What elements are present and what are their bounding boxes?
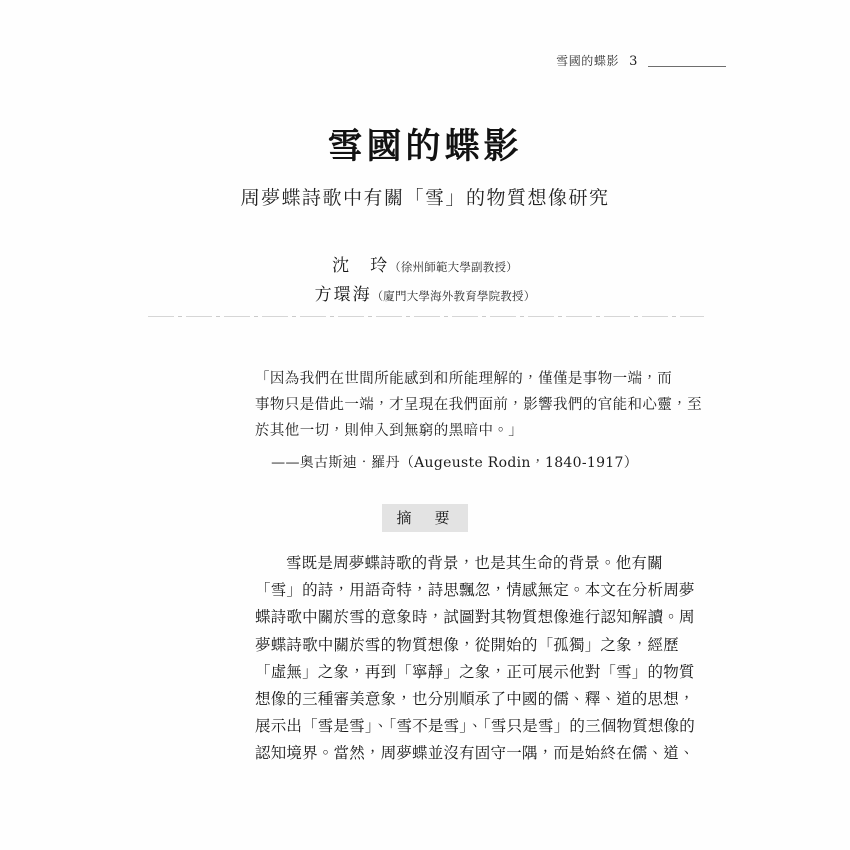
abstract-line: 展示出「雪是雪」、「雪不是雪」、「雪只是雪」的三個物質想像的: [255, 717, 696, 736]
epigraph-line: 於其他一切，則伸入到無窮的黑暗中。」: [255, 423, 524, 439]
decorative-divider: [148, 315, 704, 318]
page-subtitle: 周夢蝶詩歌中有關「雪」的物質想像研究: [240, 186, 610, 209]
running-header-rule: [648, 66, 726, 67]
author-block: [0, 252, 850, 310]
author-affiliation: （廈門大學海外教育學院教授）: [371, 289, 536, 303]
abstract-body: [255, 550, 696, 768]
abstract-heading-wrapper: [0, 504, 850, 532]
author-row: [0, 252, 850, 281]
running-header-title: 雪國的蝶影: [556, 54, 620, 68]
running-header: [556, 52, 726, 69]
title-block: [0, 126, 850, 210]
abstract-line: 認知境界。當然，周夢蝶並沒有固守一隅，而是始終在儒、道、: [255, 744, 695, 763]
abstract-line: 「雪」的詩，用語奇特，詩思飄忽，情感無定。本文在分析周夢: [255, 581, 695, 600]
author-row: [0, 281, 850, 310]
author-name: 沈 玲: [332, 256, 390, 276]
epigraph-line: 事物只是借此一端，才呈現在我們面前，影響我們的官能和心靈，至: [255, 397, 702, 413]
abstract-heading: 摘 要: [382, 504, 467, 532]
author-affiliation: （徐州師範大學副教授）: [389, 260, 518, 274]
abstract-line: 蝶詩歌中關於雪的意象時，試圖對其物質想像進行認知解讀。周: [255, 608, 695, 627]
page-number: 3: [629, 54, 638, 69]
page-title: 雪國的蝶影: [327, 127, 523, 167]
abstract-line: 想像的三種審美意象，也分別順承了中國的儒、釋、道的思想，: [255, 690, 695, 709]
abstract-line: 夢蝶詩歌中關於雪的物質想像，從開始的「孤獨」之象，經歷: [255, 635, 679, 654]
abstract-line: 「虛無」之象，再到「寧靜」之象，正可展示他對「雪」的物質: [255, 662, 695, 681]
abstract-line: 雪既是周夢蝶詩歌的背景，也是其生命的背景。他有關: [286, 554, 663, 572]
author-name: 方環海: [314, 285, 372, 305]
epigraph-line: 「因為我們在世間所能感到和所能理解的，僅僅是事物一端，而: [255, 371, 673, 387]
epigraph-attribution: ——奧古斯迪‧羅丹（Augeuste Rodin，1840-1917）: [271, 455, 638, 471]
epigraph-block: [255, 366, 702, 476]
